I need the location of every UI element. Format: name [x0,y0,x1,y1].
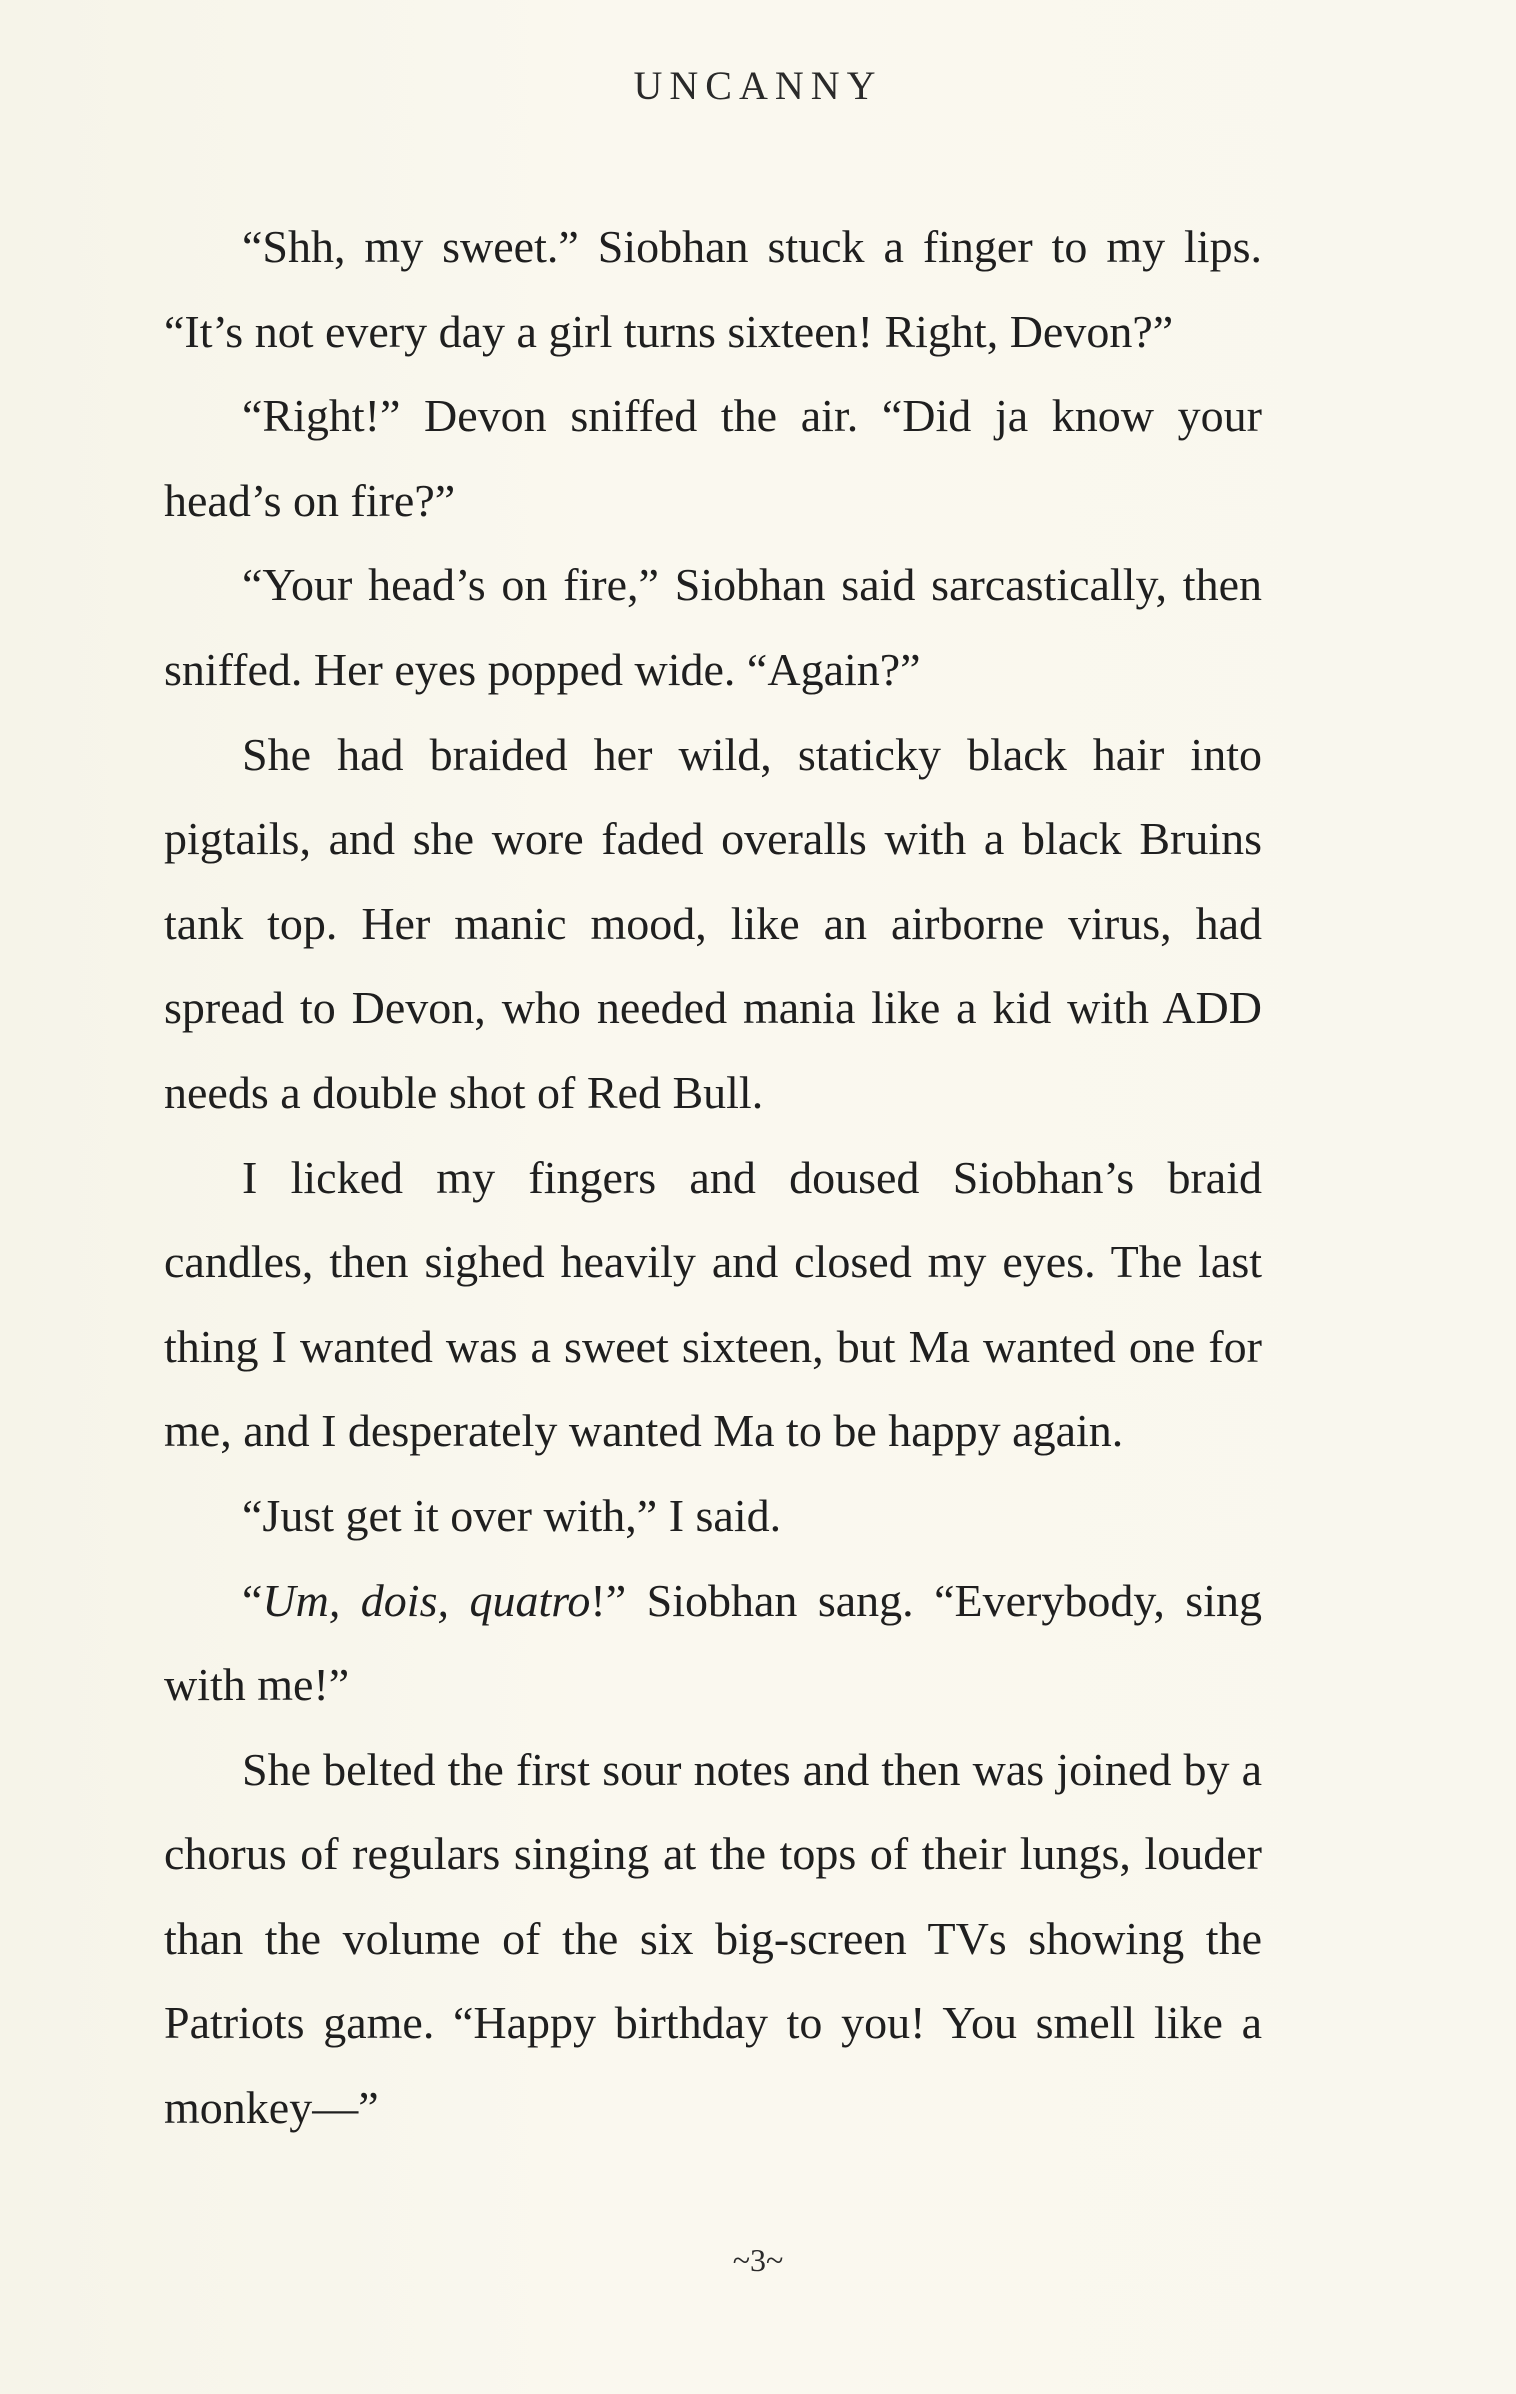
paragraph-1: “Shh, my sweet.” Siobhan stuck a finger to my lips. “It’s not every day a girl turns sixteen! Right, Devon?” [164,221,1262,357]
page-number: ~3~ [732,2242,784,2278]
song-rest: !” Siobhan sang. “Everybody, sing with me!” [164,1574,1262,1711]
paragraph-6: “Just get it over with,” I said. [242,1489,782,1541]
paragraph-2: “Right!” Devon sniffed the air. “Did ja know your head’s on fire?” [164,390,1262,526]
running-head: UNCANNY [633,63,883,108]
paragraph-8: She belted the first sour notes and then was joined by a chorus of regulars singing at the tops of their lungs, louder than the volume of the six big-screen TVs showing the Patriots game. “Happy birthday to you! You smell like a monkey—” [164,1743,1262,2134]
song-open-quote: “ [242,1574,263,1626]
body-text [164,205,1262,2151]
paragraph-4: She had braided her wild, staticky black hair into pigtails, and she wore faded overalls with a black Bruins tank top. Her manic mood, like an airborne virus, had spread to Devon, who needed mania like a kid with ADD needs a double shot of Red Bull. [164,728,1262,1118]
song-italic-words: Um, dois, quatro [262,1574,591,1626]
paragraph-5: I licked my fingers and doused Siobhan’s braid candles, then sighed heavily and closed my eyes. The last thing I wanted was a sweet sixteen, but Ma wanted one for me, and I desperately wanted Ma to be happy again. [164,1151,1262,1457]
paragraph-3: “Your head’s on fire,” Siobhan said sarcastically, then sniffed. Her eyes popped wide. “Again?” [164,559,1262,695]
paragraph-7 [164,1559,1262,1728]
